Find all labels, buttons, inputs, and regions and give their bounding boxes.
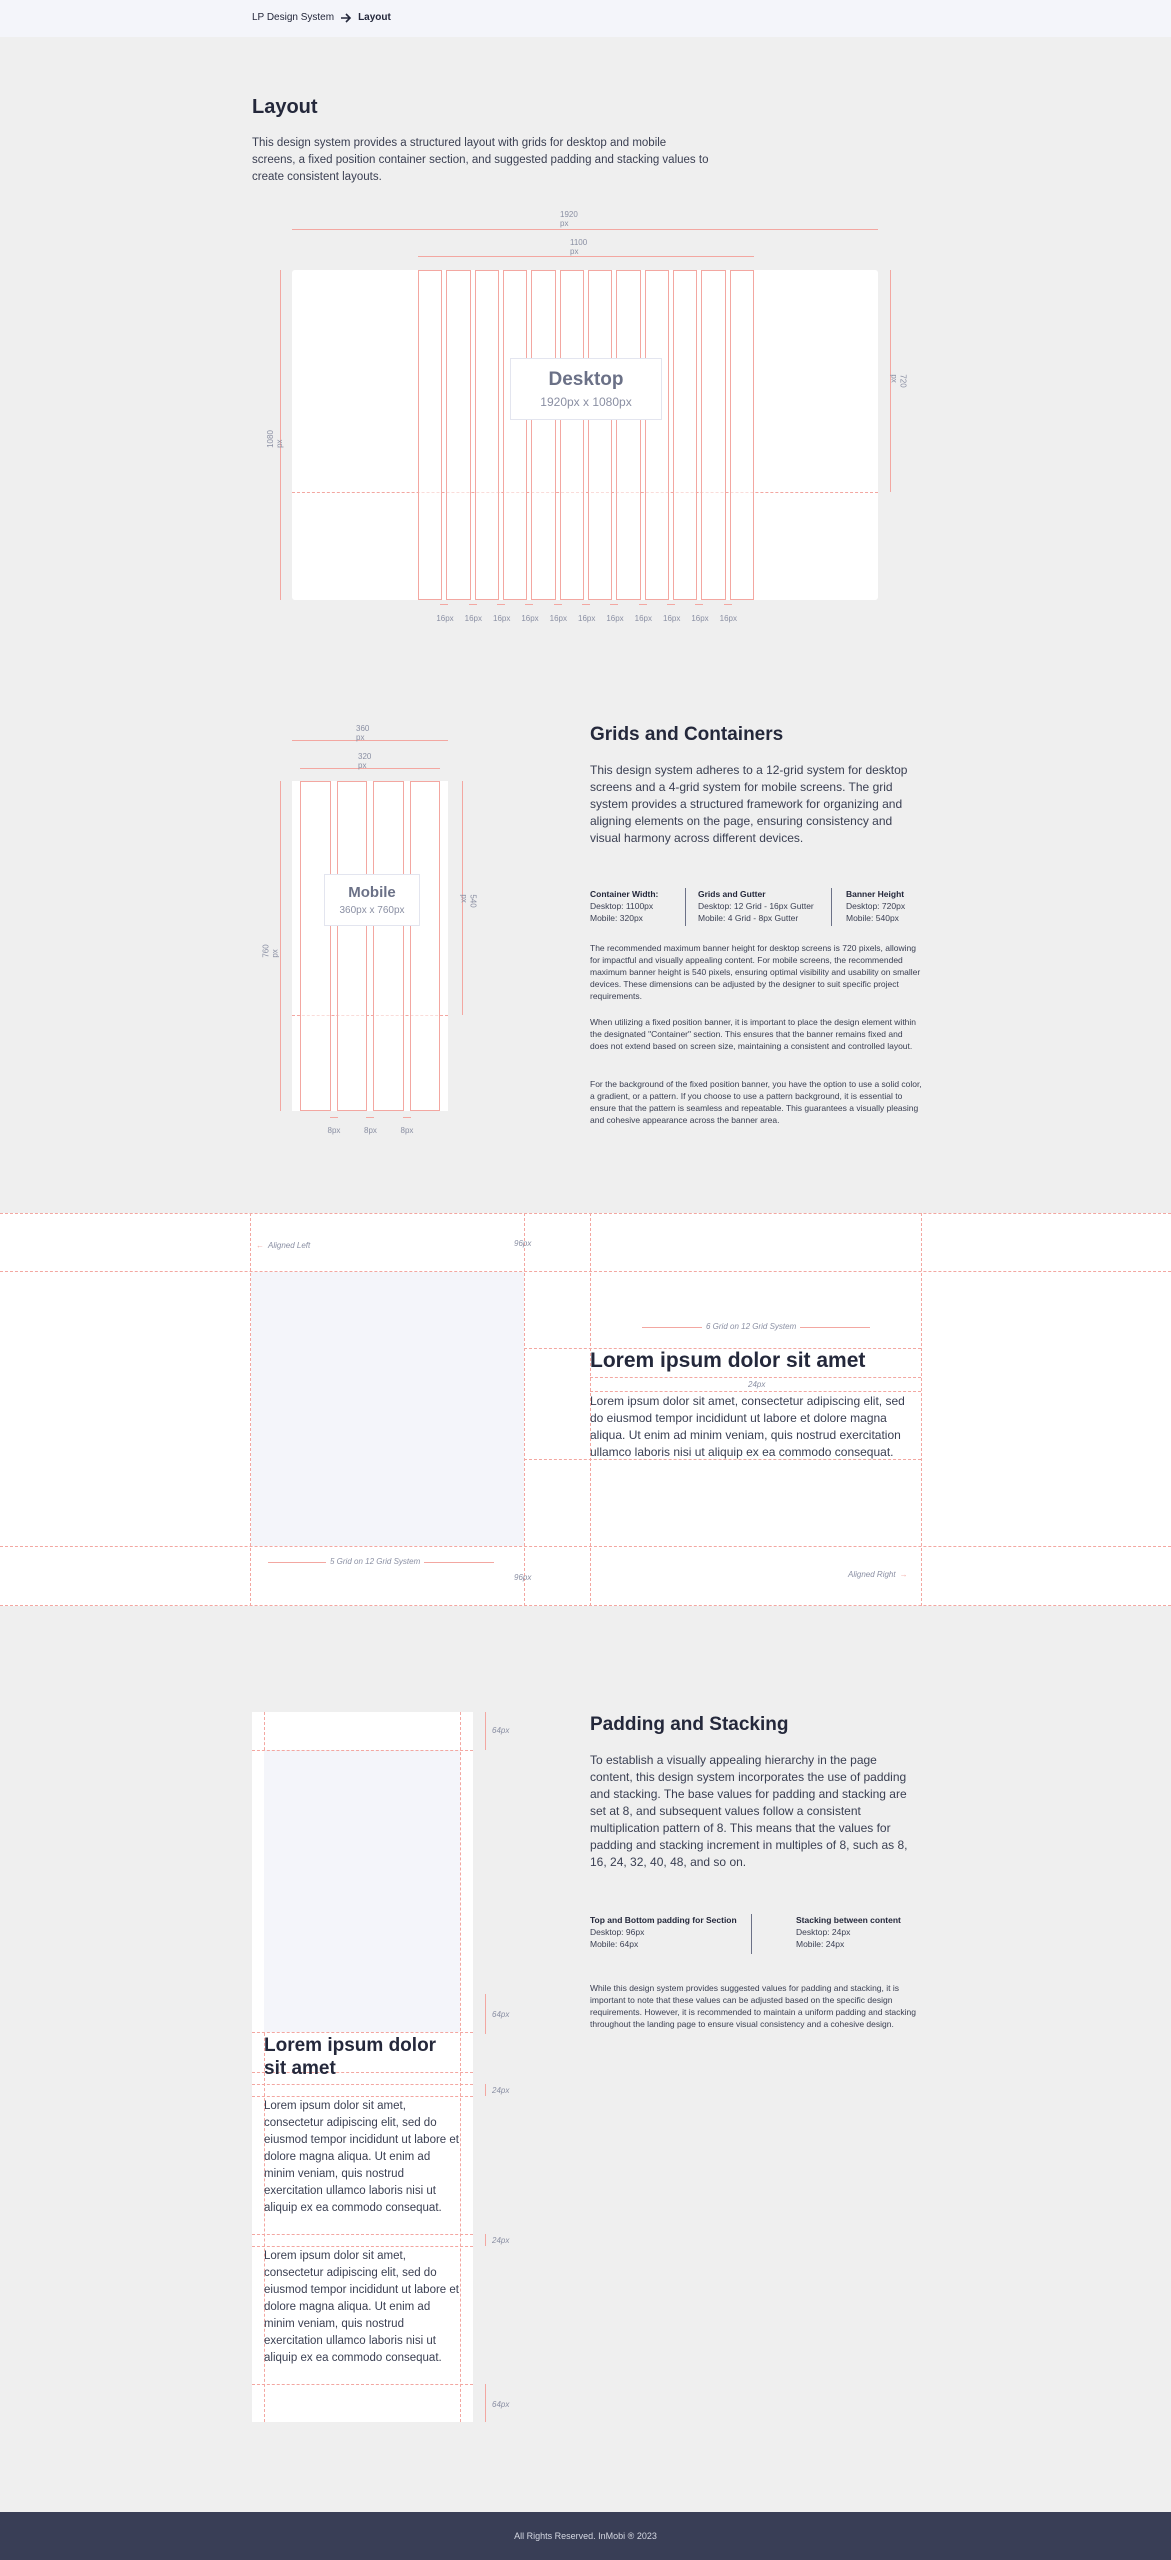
desktop-gutter-label: 16px — [521, 614, 539, 623]
banner-heading: Lorem ipsum dolor sit amet — [590, 1349, 866, 1372]
footer — [0, 2512, 1171, 2560]
desktop-gutter-marker — [582, 604, 590, 605]
desktop-gutter-label: 16px — [719, 614, 738, 623]
padding-card-heading: Lorem ipsum dolor sit amet — [264, 2035, 437, 2079]
desktop-gutter-marker — [695, 604, 703, 605]
grids-intro: This design system adheres to a 12-grid system for desktop screens and a 4-grid system for mobile screens. The grid system provides a structured framework for organizing and aligning elements on the page, ensuring consistency and visual harmony across different devices. — [590, 763, 908, 845]
mobile-width-label: 360 px — [356, 724, 370, 742]
desktop-gutter-marker — [554, 604, 562, 605]
banner-image-placeholder — [251, 1272, 524, 1546]
mobile-gutter-label: 8px — [327, 1126, 341, 1135]
desktop-gutter-label: 16px — [493, 614, 511, 623]
desktop-gutter-marker — [497, 604, 505, 605]
desktop-gutter-label: 16px — [578, 614, 596, 623]
desktop-grid-column — [673, 270, 697, 600]
mobile-gutter-label: 8px — [364, 1126, 377, 1135]
desktop-grid-column — [645, 270, 669, 600]
desktop-grid-column — [560, 270, 584, 600]
mobile-grid-column — [337, 781, 368, 1111]
banner-body: Lorem ipsum dolor sit amet, consectetur adipiscing elit, sed do eiusmod tempor incididunt ut labore et dolore magna aliqua. Ut enim ad minim veniam, quis nostrud exercitation ullamco laboris nisi ut aliquip ex ea commodo consequat. — [590, 1394, 905, 1459]
desktop-gutter-label: 16px — [549, 614, 568, 623]
grids-paragraph-2: When utilizing a fixed position banner, it is important to place the design element within the designated "Container" section. This ensures that the banner remains fixed and does not extend based on screen size, maintaining a consistent and controlled layout. — [590, 1017, 917, 1051]
desktop-grid-column — [531, 270, 555, 600]
desktop-gutter-label: 16px — [663, 614, 681, 623]
desktop-size: 1920px x 1080px — [540, 395, 632, 409]
mobile-container-label: 320 px — [358, 752, 372, 770]
banner-example — [0, 1213, 1171, 1606]
mobile-label-card — [324, 874, 420, 926]
desktop-gutter-label: 16px — [436, 614, 454, 623]
desktop-width-label: 1920 px — [560, 210, 578, 228]
padding-image-placeholder — [264, 1750, 460, 2032]
mobile-name: Mobile — [348, 884, 396, 901]
mobile-grid-column — [373, 781, 404, 1111]
spec-banner-height: Banner Height Desktop: 720px Mobile: 540px — [846, 889, 906, 923]
banner-bottom-padding-label: 96px — [514, 1573, 532, 1582]
padding-label-5: 64px — [492, 2400, 510, 2409]
banner-top-padding-label: 96px — [514, 1239, 532, 1248]
desktop-container-label: 1100 px — [570, 238, 588, 256]
desktop-grid-column — [475, 270, 499, 600]
padding-note: While this design system provides suggested values for padding and stacking, it is important to note that these values can be adjusted based on the specific design requirements. However, it is recommended to maintain a uniform padding and stacking throughout the landing page to ensure visual consistency and a cohesive design. — [590, 1983, 917, 2029]
breadcrumb — [252, 12, 391, 23]
mobile-gutter-marker — [403, 1117, 411, 1118]
desktop-grid-column — [701, 270, 725, 600]
desktop-name: Desktop — [548, 369, 624, 390]
mobile-gutter-label: 8px — [400, 1126, 414, 1135]
padding-label-3: 24px — [492, 2086, 510, 2095]
spec-section-padding: Top and Bottom padding for Section Desktop: 96px Mobile: 64px — [590, 1914, 752, 1954]
mobile-height-label: 760 px — [261, 944, 280, 958]
aligned-right-label: Aligned Right → — [848, 1570, 908, 1579]
spec-grids-gutter: Grids and Gutter Desktop: 12 Grid - 16px Gutter Mobile: 4 Grid - 8px Gutter — [686, 888, 832, 926]
desktop-grid-column — [418, 270, 442, 600]
page-title: Layout — [252, 96, 318, 118]
desktop-grid-column — [503, 270, 527, 600]
desktop-frame — [292, 270, 878, 600]
desktop-label-card — [510, 358, 662, 420]
grids-specs — [590, 888, 922, 926]
padding-card-body-2: Lorem ipsum dolor sit amet, consectetur adipiscing elit, sed do eiusmod tempor incididunt ut labore et dolore magna aliqua. Ut enim ad minim veniam, quis nostrud exercitation ullamco laboris nisi ut aliquip ex ea commodo consequat. — [264, 2250, 459, 2364]
grids-title: Grids and Containers — [590, 724, 784, 745]
grid-left-label: 5 Grid on 12 Grid System — [326, 1557, 424, 1566]
desktop-grid-column — [730, 270, 754, 600]
top-bar — [0, 0, 1171, 37]
layout-intro: This design system provides a structured layout with grids for desktop and mobile screens, a fixed position container section, and suggested padding and stacking values to create consistent layouts. — [252, 137, 709, 183]
desktop-gutter-label: 16px — [691, 614, 709, 623]
desktop-gutter-marker — [610, 604, 618, 605]
desktop-grid-column — [616, 270, 640, 600]
desktop-height-label: 1080 px — [265, 430, 284, 448]
desktop-gutter-label: 16px — [464, 614, 483, 623]
banner-stack-label: 24px — [748, 1380, 766, 1389]
grids-paragraph-1: The recommended maximum banner height for desktop screens is 720 pixels, allowing for impactful and visually appealing content. For mobile screens, the recommended maximum banner height is 540 pixels, ensuring optimal visibility and usability on smaller devices. These dimensions can be adjusted by the designer to suit specific project requirements. — [590, 943, 921, 1001]
mobile-grid-column — [410, 781, 441, 1111]
desktop-grid-column — [446, 270, 470, 600]
padding-card-body-1: Lorem ipsum dolor sit amet, consectetur adipiscing elit, sed do eiusmod tempor incididunt ut labore et dolore magna aliqua. Ut enim ad minim veniam, quis nostrud exercitation ullamco laboris nisi ut aliquip ex ea commodo consequat. — [264, 2100, 459, 2214]
padding-intro: To establish a visually appealing hierarchy in the page content, this design system incorporates the use of padding and stacking. The base values for padding and stacking are set at 8, and subsequent values follow a consistent multiplication pattern of 8. This means that the values for padding and stacking increment in multiples of 8, such as 8, 16, 24, 32, 40, 48, and so on. — [590, 1753, 908, 1869]
mobile-gutter-marker — [366, 1117, 374, 1118]
desktop-banner-label: 720 px — [889, 374, 908, 388]
desktop-gutter-label: 16px — [606, 614, 624, 623]
desktop-gutter-marker — [667, 604, 675, 605]
mobile-size: 360px x 760px — [339, 905, 405, 916]
desktop-gutter-marker — [724, 604, 732, 605]
footer-copyright: All Rights Reserved. InMobi ® 2023 — [514, 2531, 657, 2541]
breadcrumb-current: Layout — [358, 12, 391, 23]
padding-title: Padding and Stacking — [590, 1714, 789, 1735]
padding-label-1: 64px — [492, 1726, 510, 1735]
padding-card — [252, 1712, 473, 2422]
breadcrumb-parent-link[interactable]: LP Design System — [252, 12, 335, 23]
mobile-gutter-marker — [330, 1117, 338, 1118]
desktop-gutter-marker — [639, 604, 647, 605]
aligned-left-label: ← Aligned Left — [256, 1241, 311, 1250]
mobile-banner-label: 540 px — [459, 894, 478, 908]
arrow-right-icon — [340, 13, 352, 23]
spec-container-width: Container Width: Desktop: 1100px Mobile: 320px — [590, 888, 686, 926]
spec-content-stacking: Stacking between content Desktop: 24px Mobile: 24px — [796, 1915, 901, 1949]
grids-paragraph-3: For the background of the fixed position banner, you have the option to use a solid color, a gradient, or a pattern. If you choose to use a pattern background, it is essential to ensure that the pattern is seamless and repeatable. This guarantees a visually pleasing and cohesive appearance across the banner area. — [590, 1079, 922, 1125]
grid-right-label: 6 Grid on 12 Grid System — [702, 1322, 800, 1331]
desktop-gutter-marker — [525, 604, 533, 605]
desktop-gutter-label: 16px — [634, 614, 653, 623]
desktop-grid-column — [588, 270, 612, 600]
mobile-grid-column — [300, 781, 331, 1111]
padding-label-4: 24px — [492, 2236, 510, 2245]
desktop-gutter-marker — [469, 604, 477, 605]
desktop-gutter-marker — [440, 604, 448, 605]
padding-label-2: 64px — [492, 2010, 510, 2019]
padding-specs — [590, 1914, 922, 1954]
